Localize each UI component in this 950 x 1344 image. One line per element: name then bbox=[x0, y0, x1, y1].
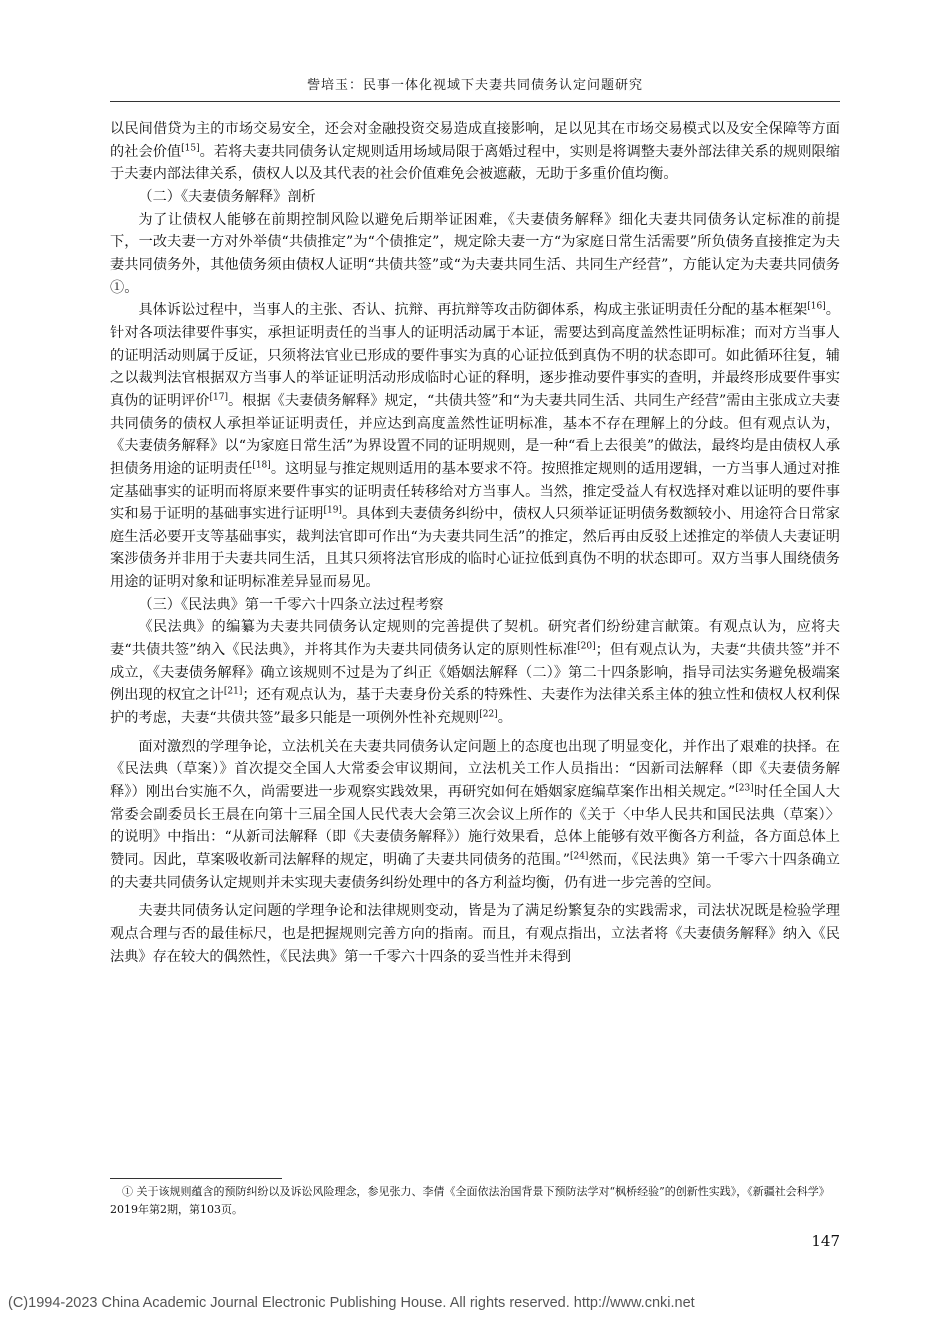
page-number: 147 bbox=[811, 1232, 840, 1250]
paragraph: 《民法典》的编纂为夫妻共同债务认定规则的完善提供了契机。研究者们纷纷建言献策。有观点认为，应将夫妻“共债共签”纳入《民法典》，并将其作为夫妻共同债务认定的原则性标准[20]；但有观点认为，夫妻“共债共签”并不成立，《夫妻债务解释》确立该规则不过是为了纠正《婚姻法解释（二）》第二十四条影响，指导司法实务避免极端案例出现的权宜之计[21]；还有观点认为，基于夫妻身份关系的特殊性、夫妻作为法律关系主体的独立性和债权人权利保护的考虑，夫妻“共债共签”最多只能是一项例外性补充规则[22]。 bbox=[110, 619, 840, 727]
paragraph: 为了让债权人能够在前期控制风险以避免后期举证困难，《夫妻债务解释》细化夫妻共同债务认定标准的前提下，一改夫妻一方对外举债“共债推定”为“个债推定”，规定除夫妻一方“为家庭日常生活需要”所负债务直接推定为夫妻共同债务外，其他债务须由债权人证明“共债共签”或“为夫妻共同生活、共同生产经营”，方能认定为夫妻共同债务①。 bbox=[110, 211, 840, 296]
running-header: 訾培玉：民事一体化视域下夫妻共同债务认定问题研究 bbox=[306, 78, 643, 93]
footnote-rule bbox=[110, 1178, 282, 1179]
section-heading: （三）《民法典》第一千零六十四条立法过程考察 bbox=[138, 596, 444, 613]
citation-ref: [20] bbox=[577, 641, 596, 652]
footnote: ① 关于该规则蕴含的预防纠纷以及诉讼风险理念，参见张力、李倩《全面依法治国背景下预防法学对“枫桥经验”的创新性实践》，《新疆社会科学》2019年第2期，第103页。 bbox=[110, 1185, 830, 1216]
citation-ref: [24] bbox=[569, 851, 589, 862]
citation-ref: [17] bbox=[209, 392, 228, 403]
article-body bbox=[110, 118, 840, 968]
citation-ref: [19] bbox=[323, 505, 342, 516]
citation-ref: [18] bbox=[252, 460, 271, 471]
paragraph: 以民间借贷为主的市场交易安全，还会对金融投资交易造成直接影响，足以见其在市场交易模式以及安全保障等方面的社会价值[15]。若将夫妻共同债务认定规则适用场域局限于离婚过程中，实则是将调整夫妻外部法律关系的规则限缩于夫妻内部法律关系，债权人以及其代表的社会价值难免会被遮蔽，无助于多重价值均衡。 bbox=[110, 121, 840, 183]
paragraph: 夫妻共同债务认定问题的学理争论和法律规则变动，皆是为了满足纷繁复杂的实践需求，司法状况既是检验学理观点合理与否的最佳标尺，也是把握规则完善方向的指南。而且，有观点指出，立法者将《夫妻债务解释》纳入《民法典》存在较大的偶然性，《民法典》第一千零六十四条的妥当性并未得到 bbox=[110, 903, 840, 965]
citation-ref: [22] bbox=[479, 709, 498, 720]
citation-ref: [16] bbox=[807, 301, 826, 312]
paragraph: 面对激烈的学理争论，立法机关在夫妻共同债务认定问题上的态度也出现了明显变化，并作出了艰难的抉择。在《民法典（草案）》首次提交全国人大常委会审议期间，立法机关工作人员指出：“因新司法解释（即《夫妻债务解释》）刚出台实施不久，尚需要进一步观察实践效果，再研究如何在婚姻家庭编草案作出相关规定。”[23]时任全国人大常委会副委员长王晨在向第十三届全国人民代表大会第三次会议上所作的《关于〈中华人民共和国民法典（草案）〉的说明》中指出：“从新司法解释（即《夫妻债务解释》）施行效果看，总体上能够有效平衡各方利益，各方面总体上赞同。因此，草案吸收新司法解释的规定，明确了夫妻共同债务的范围。”[24]然而，《民法典》第一千零六十四条确立的夫妻共同债务认定规则并未实现夫妻债务纠纷处理中的各方利益均衡，仍有进一步完善的空间。 bbox=[110, 738, 840, 891]
citation-ref: [23] bbox=[735, 783, 754, 794]
paragraph: 具体诉讼过程中，当事人的主张、否认、抗辩、再抗辩等攻击防御体系，构成主张证明责任分配的基本框架[16]。针对各项法律要件事实，承担证明责任的当事人的证明活动属于本证，需要达到高度盖然性证明标准；而对方当事人的证明活动则属于反证，只须将法官业已形成的要件事实为真的心证拉低到真伪不明的状态即可。如此循环往复，辅之以裁判法官根据双方当事人的举证证明活动形成临时心证的释明，逐步推动要件事实的查明，并最终形成要件事实真伪的证明评价[17]。根据《夫妻债务解释》规定，“共债共签”和“为夫妻共同生活、共同生产经营”需由主张成立夫妻共同债务的债权人承担举证证明责任，并应达到高度盖然性证明标准，基本不存在理解上的分歧。但有观点认为，《夫妻债务解释》以“为家庭日常生活”为界设置不同的证明规则，是一种“看上去很美”的做法，最终均是由债权人承担债务用途的证明责任[18]。这明显与推定规则适用的基本要求不符。按照推定规则的适用逻辑，一方当事人通过对推定基础事实的证明而将原来要件事实的证明责任转移给对方当事人。当然，推定受益人有权选择对难以证明的要件事实和易于证明的基础事实进行证明[19]。具体到夫妻债务纠纷中，债权人只须举证证明债务数额较小、用途符合日常家庭生活必要开支等基础事实，裁判法官即可作出“为夫妻共同生活”的推定，然后再由反驳上述推定的举债人夫妻证明案涉债务并非用于夫妻共同生活，且其只须将法官形成的临时心证拉低到真伪不明的状态即可。双方当事人围绕债务用途的证明对象和证明标准差异显而易见。 bbox=[110, 301, 840, 591]
copyright-line: (C)1994-2023 China Academic Journal Electronic Publishing House. All rights reserved. http://www.cnki.net bbox=[8, 1295, 695, 1311]
header-rule bbox=[110, 101, 840, 102]
section-heading: （二）《夫妻债务解释》剖析 bbox=[138, 188, 316, 205]
citation-ref: [21] bbox=[223, 686, 243, 697]
citation-ref: [15] bbox=[181, 142, 200, 153]
